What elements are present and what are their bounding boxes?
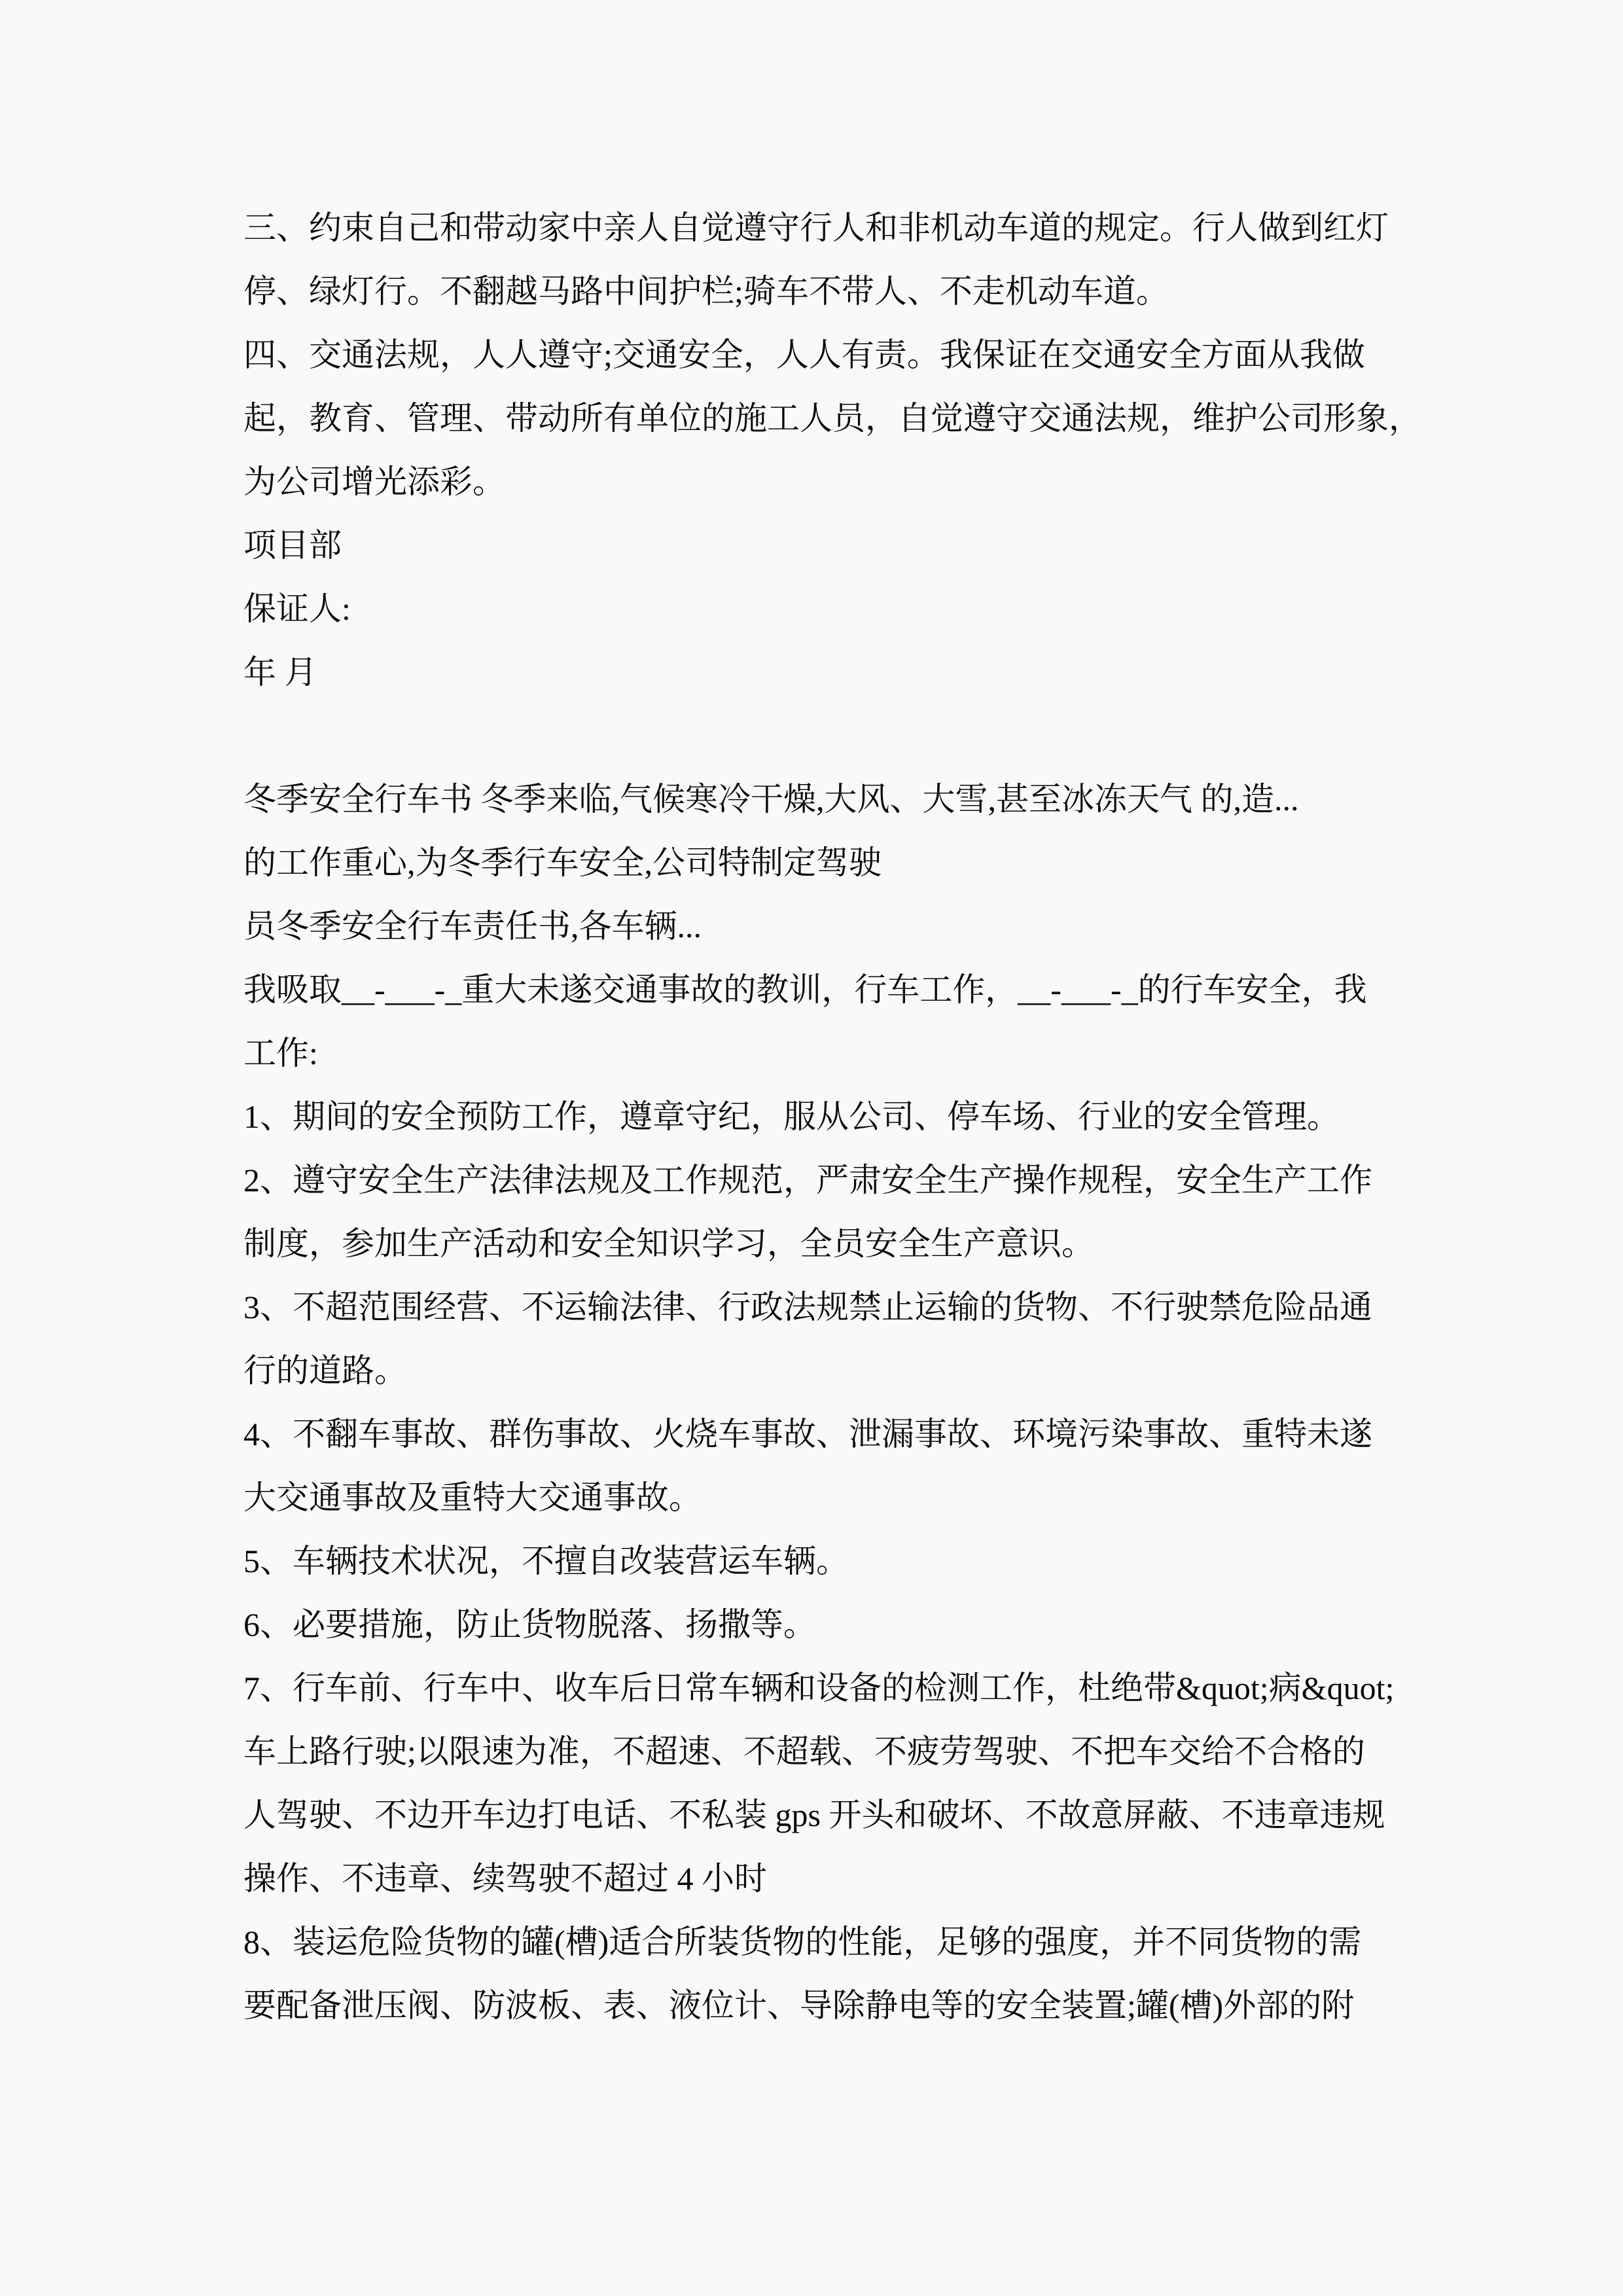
text-line: 8、装运危险货物的罐(槽)适合所装货物的性能，足够的强度，并不同货物的需 <box>243 1924 1362 1960</box>
text-line: 保证人: <box>243 590 351 627</box>
text-line: 6、必要措施，防止货物脱落、扬撒等。 <box>243 1606 816 1643</box>
text-line: 员冬季安全行车责任书,各车辆... <box>243 908 702 944</box>
text-line: 7、行车前、行车中、收车后日常车辆和设备的检测工作，杜绝带&quot;病&quot; <box>243 1670 1395 1706</box>
text-line: 操作、不违章、续驾驶不超过 4 小时 <box>243 1860 767 1897</box>
text-line: 车上路行驶;以限速为准，不超速、不超载、不疲劳驾驶、不把车交给不合格的 <box>243 1733 1365 1770</box>
text-line: 三、约束自己和带动家中亲人自觉遵守行人和非机动车道的规定。行人做到红灯 <box>243 209 1389 246</box>
text-line: 冬季安全行车书 冬季来临,气候寒冷干燥,大风、大雪,甚至冰冻天气 的,造... <box>243 781 1299 817</box>
text-line: 3、不超范围经营、不运输法律、行政法规禁止运输的货物、不行驶禁危险品通 <box>243 1289 1372 1325</box>
text-line: 工作: <box>243 1035 318 1071</box>
text-line: 年 月 <box>243 654 317 691</box>
text-line-blank <box>243 704 1461 768</box>
text-line: 制度，参加生产活动和安全知识学习，全员安全生产意识。 <box>243 1225 1094 1262</box>
text-line: 4、不翻车事故、群伤事故、火烧车事故、泄漏事故、环境污染事故、重特未遂 <box>243 1416 1372 1452</box>
text-line: 5、车辆技术状况，不擅自改装营运车辆。 <box>243 1543 849 1579</box>
text-line: 1、期间的安全预防工作，遵章守纪，服从公司、停车场、行业的安全管理。 <box>243 1098 1340 1135</box>
text-line: 大交通事故及重特大交通事故。 <box>243 1479 702 1516</box>
text-line: 为公司增光添彩。 <box>243 463 505 500</box>
text-line: 我吸取__-___-_重大未遂交通事故的教训，行车工作，__-___-_的行车安全，我 <box>243 971 1367 1008</box>
text-line: 行的道路。 <box>243 1352 407 1389</box>
text-line: 2、遵守安全生产法律法规及工作规范，严肃安全生产操作规程，安全生产工作 <box>243 1162 1372 1198</box>
text-line: 的工作重心,为冬季行车安全,公司特制定驾驶 <box>243 844 882 881</box>
text-line: 项目部 <box>243 527 342 564</box>
text-line: 人驾驶、不边开车边打电话、不私装 gps 开头和破坏、不故意屏蔽、不违章违规 <box>243 1797 1385 1833</box>
text-line: 要配备泄压阀、防波板、表、液位计、导除静电等的安全装置;罐(槽)外部的附 <box>243 1987 1355 2024</box>
text-line: 停、绿灯行。不翻越马路中间护栏;骑车不带人、不走机动车道。 <box>243 273 1169 310</box>
text-line: 四、交通法规，人人遵守;交通安全，人人有责。我保证在交通安全方面从我做 <box>243 336 1365 373</box>
text-line: 起，教育、管理、带动所有单位的施工人员，自觉遵守交通法规，维护公司形象， <box>243 400 1421 437</box>
document-body <box>243 196 1461 2037</box>
